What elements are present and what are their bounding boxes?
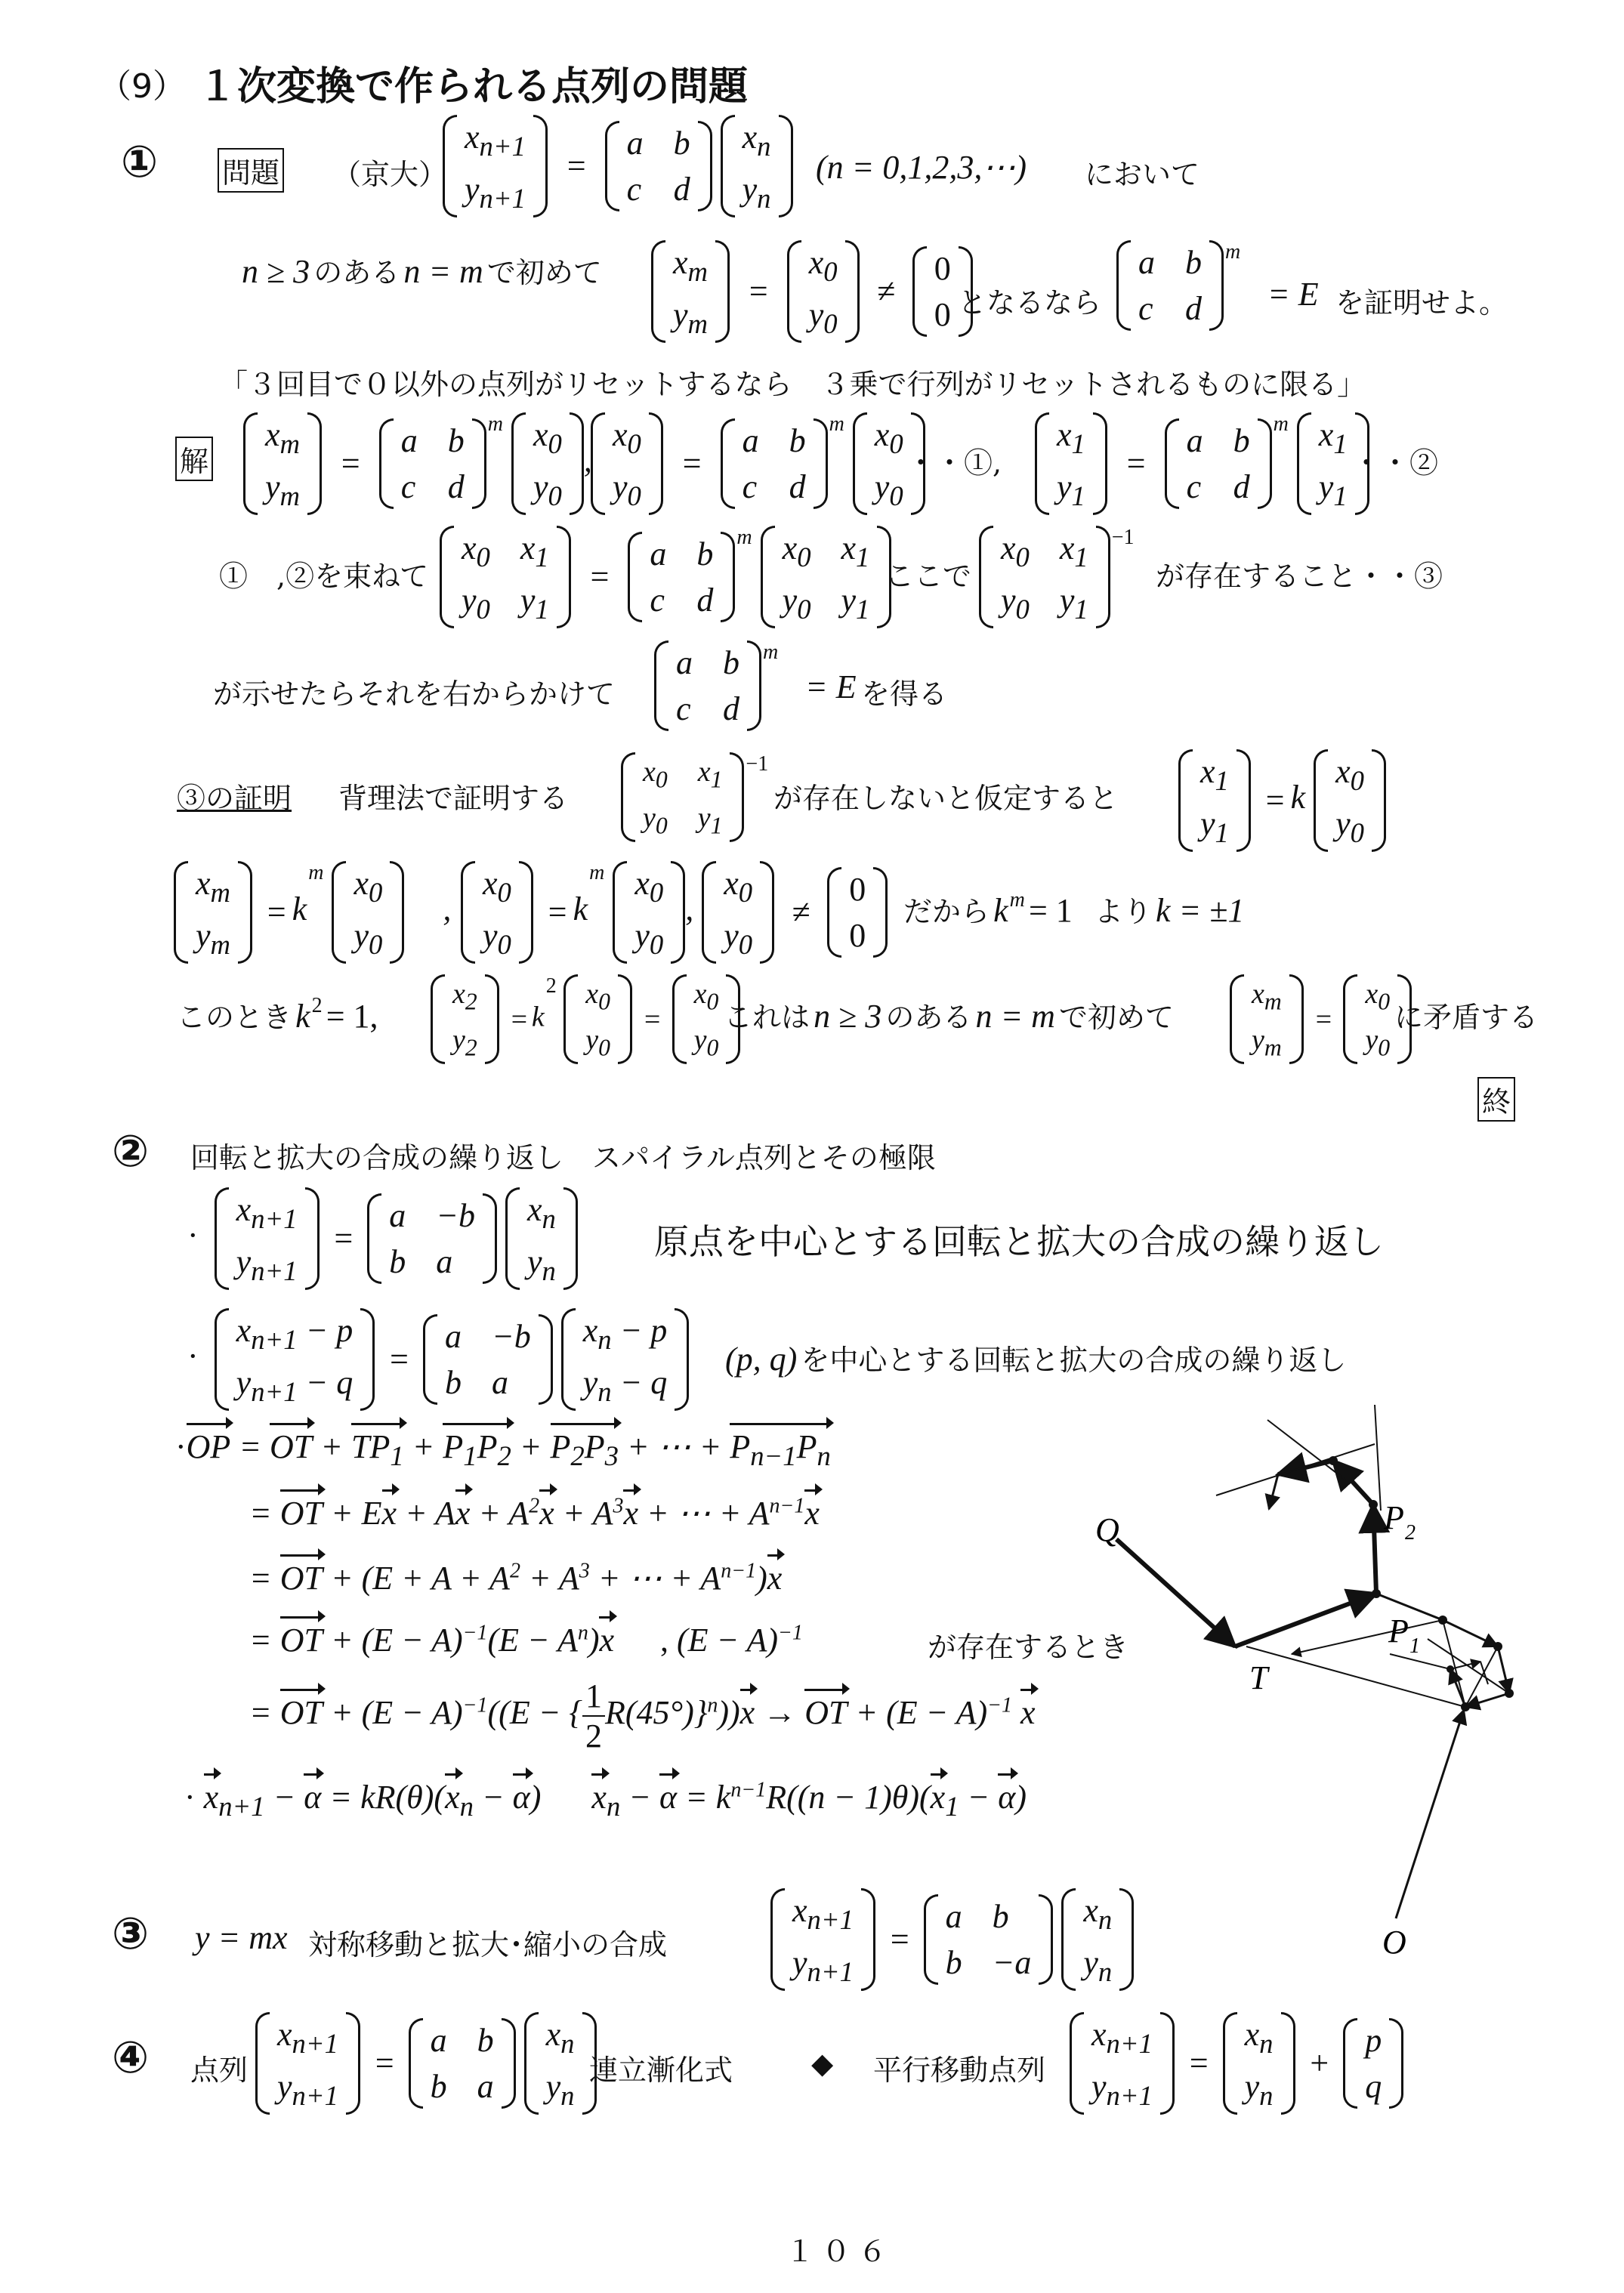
rotation-equation-1: · $x_{n+1}$ $y_{n+1}$ = a −b b a $x_n$ $y_n$ bbox=[187, 1187, 578, 1290]
label-Q: Q bbox=[1095, 1511, 1119, 1548]
spiral-seg-8 bbox=[1246, 1646, 1465, 1707]
yori-text: より bbox=[1094, 895, 1152, 928]
page-title: １次変換で作られる点列の問題 bbox=[198, 64, 749, 110]
label-P1: P bbox=[1388, 1613, 1409, 1650]
text-hajimete: で初めて bbox=[486, 256, 602, 289]
section-2-heading: 回転と拡大の合成の繰り返し スパイラル点列とその極限 bbox=[190, 1141, 936, 1174]
label-T: T bbox=[1249, 1659, 1268, 1696]
end-mark: 終 bbox=[1477, 1077, 1515, 1122]
page-number: １０６ bbox=[786, 2235, 895, 2268]
circled-2-ref: ・・② bbox=[1352, 446, 1439, 480]
mujun-text: に矛盾する bbox=[1394, 1001, 1539, 1034]
first-return-equation: $x_m$ $y_m$ = $x_0$ $y_0$ ≠ 0 0 bbox=[651, 240, 973, 343]
point-sequence-label: 点列 bbox=[190, 2054, 249, 2087]
index-condition: (n = 0,1,2,3,⋯) bbox=[816, 149, 1027, 186]
parallel-equation: $x_1$ $y_1$ = k $x_0$ $y_0$ bbox=[1178, 749, 1386, 852]
spiral-seg-1 bbox=[1376, 1594, 1443, 1620]
hajimete-text-2: で初めて bbox=[1059, 1001, 1175, 1034]
matrix-power-m: a b c d $^m$ bbox=[1116, 240, 1240, 331]
k2-line: このとき k2 = 1, bbox=[177, 994, 378, 1035]
exists-text: が存在すること・・③ bbox=[1156, 560, 1443, 593]
point-P4 bbox=[1438, 1616, 1447, 1625]
eru-text: を得る bbox=[861, 677, 948, 711]
rotation-equation-2: · $x_{n+1} - p$ $y_{n+1} - q$ = a −b b a $x_n - p$ $y_n - q$ bbox=[187, 1308, 689, 1411]
bundle-text: ① ,②を束ねて bbox=[219, 560, 429, 593]
point-P7 bbox=[1461, 1702, 1470, 1711]
arrow-P1P2 bbox=[1373, 1504, 1376, 1594]
circled-1-ref: ・・①, bbox=[906, 446, 1002, 480]
proof-method: 背理法で証明する bbox=[338, 782, 569, 815]
proof-label: ③の証明 bbox=[177, 782, 292, 815]
equals-one: = 1 bbox=[1028, 892, 1073, 929]
section-label: （9） bbox=[98, 67, 186, 106]
assume-text: が存在しないと仮定すると bbox=[773, 782, 1119, 815]
vector-line-5: = OT + $(E - A)^{-1}((E$ − { $\frac{1}{2}$ R(45°)}$^n$))x → OT + $(E - A)^{-1}$ x bbox=[249, 1677, 1036, 1754]
quote-text: 「３回目で０以外の点列がリセットするなら ３乗で行列がリセットされるものに限る」 bbox=[219, 368, 1366, 401]
n-eq-m: n = m bbox=[403, 253, 483, 290]
section-number-4: ④ bbox=[112, 2032, 150, 2083]
spiral-seg-12 bbox=[1390, 1654, 1450, 1669]
solution-equation-2: $x_0$ $y_0$ = a b c d $^m$ $x_0$ $y_0$ bbox=[591, 412, 925, 515]
arrow-O-limit bbox=[1396, 1710, 1464, 1918]
spiral-seg-7 bbox=[1292, 1620, 1443, 1654]
exists-when-text: が存在するとき bbox=[928, 1631, 1129, 1664]
section-3-text: 対称移動と拡大･縮小の合成 bbox=[308, 1928, 668, 1961]
vector-line-4: = OT + $(E - A)^{-1}(E - A^n)x$ , $(E - A)^{-1}$ bbox=[249, 1621, 803, 1659]
spiral-seg-13 bbox=[1480, 1662, 1488, 1684]
simultaneous-equation: $x_{n+1}$ $y_{n+1}$ = a b b a $x_n$ $y_n$ bbox=[255, 2012, 597, 2115]
arrow-P2P3 bbox=[1333, 1461, 1373, 1504]
vector-line-6: · $x_{n+1} - \alpha = kR(\theta)(x_n - \alpha) x_n - \alpha = k^{n-1}R((n - 1)\theta)(x_1 - \alpha)$ bbox=[184, 1778, 1027, 1822]
k-conclusion: だから km = 1 より k = ±1 bbox=[903, 888, 1245, 929]
multiply-text: が示せたらそれを右からかけて bbox=[213, 677, 616, 711]
point-P3 bbox=[1329, 1456, 1338, 1465]
text-noaru: のある bbox=[313, 256, 400, 289]
label-O: O bbox=[1382, 1924, 1406, 1961]
niokite-text: において bbox=[1085, 158, 1200, 191]
diamond-bullet: ◆ bbox=[811, 2047, 834, 2080]
kokode-text: ここで bbox=[885, 560, 972, 593]
inverse-matrix: $x_0$ $x_1$ $y_0$ $y_1$ $^{-1}$ bbox=[979, 526, 1135, 628]
rotation-center-text: を中心とする回転と拡大の合成の繰り返し bbox=[801, 1344, 1347, 1377]
guide-line-2 bbox=[1267, 1420, 1346, 1480]
inverse-matrix-2: $x_0$ $x_1$ $y_0$ $y_1$ $^{-1}$ bbox=[621, 752, 768, 842]
spiral-seg-9 bbox=[1443, 1620, 1465, 1707]
matrix-power-m-2: a b c d $^m$ bbox=[654, 640, 778, 731]
rotation-center-line bbox=[725, 1337, 1346, 1378]
point-P8 bbox=[1446, 1665, 1454, 1673]
n-eq-m-2: n = m bbox=[975, 998, 1055, 1035]
line-y-mx: y = mx bbox=[195, 1919, 288, 1956]
first-return-equation-2: $x_m$ $y_m$ = $x_0$ $y_0$ bbox=[1230, 974, 1412, 1064]
translation-equation: $x_{n+1}$ $y_{n+1}$ = $x_n$ $y_n$ + p q bbox=[1070, 2012, 1403, 2115]
equals-E: = E bbox=[1267, 276, 1319, 313]
section-number-2: ② bbox=[112, 1125, 150, 1177]
km-equation-2: $x_0$ $y_0$ = $k^m$ $x_0$ $y_0$ , $x_0$ $y_0$ ≠ 0 0 bbox=[461, 861, 888, 964]
simultaneous-text: 連立漸化式 bbox=[589, 2054, 733, 2087]
solution-tag: 解 bbox=[175, 437, 213, 481]
point-P2 bbox=[1369, 1500, 1378, 1509]
bundled-equation: $x_0$ $x_1$ $y_0$ $y_1$ = a b c d $^m$ $x_0$ $x_1$ $y_0$ $y_1$ bbox=[440, 526, 891, 628]
konotoki-text: このとき bbox=[177, 1001, 292, 1034]
vector-line-3: = OT + ($E + A + A^2 + A^3$ + ⋯ + $A^{n-1})x$ bbox=[249, 1559, 783, 1597]
text-to-naru-nara: となるなら bbox=[958, 286, 1102, 319]
spiral-figure bbox=[1073, 1390, 1541, 1961]
solution-equation-1: $x_m$ $y_m$ = a b c d $^m$ $x_0$ $y_0$ , bbox=[243, 412, 592, 515]
noaru-text-2: のある bbox=[885, 1001, 972, 1034]
point-P1 bbox=[1372, 1589, 1381, 1598]
spiral-seg-5 bbox=[1450, 1669, 1465, 1707]
point-P5 bbox=[1493, 1642, 1502, 1651]
center-pq: (p, q) bbox=[725, 1341, 798, 1378]
arrow-QT bbox=[1116, 1539, 1235, 1646]
source-label: （京大） bbox=[332, 158, 448, 191]
arrow-TP1 bbox=[1235, 1594, 1376, 1646]
section-number-1: ① bbox=[121, 136, 159, 187]
solution-equation-3: $x_1$ $y_1$ = a b c d $^m$ $x_1$ $y_1$ bbox=[1035, 412, 1369, 515]
k-symbol-2: k bbox=[295, 998, 310, 1035]
point-P6 bbox=[1505, 1689, 1514, 1698]
k2-equation: $x_2$ $y_2$ = $k^2$ $x_0$ $y_0$ = $x_0$ $y_0$ bbox=[431, 974, 740, 1064]
contradiction-line bbox=[724, 994, 1174, 1035]
dakara-text: だから bbox=[903, 895, 990, 928]
recurrence-equation: $x_{n+1}$ $y_{n+1}$ = a b c d $x_n$ $y_n$ bbox=[443, 115, 793, 218]
n-ge-3-2: n ≥ 3 bbox=[814, 998, 882, 1035]
rotation-origin-text: 原点を中心とする回転と拡大の合成の繰り返し bbox=[654, 1221, 1384, 1262]
label-P2: P bbox=[1384, 1499, 1404, 1536]
guide-line-3 bbox=[1375, 1405, 1381, 1511]
vector-line-1: ·OP = OT + $TP_1 + P_1P_2 + P_2P_3$ + ⋯ + $P_{n-1}P_n$ bbox=[175, 1428, 831, 1471]
arrow-P4P5 bbox=[1269, 1474, 1278, 1509]
guide-line-1 bbox=[1216, 1444, 1375, 1495]
koreha-text: これは bbox=[724, 1001, 810, 1034]
spiral-seg-2 bbox=[1443, 1620, 1498, 1646]
vector-line-2: = OT + $Ex + Ax + A^2x + A^3x$ + ⋯ + $A^{n-1}x$ bbox=[249, 1494, 820, 1532]
k-symbol: k bbox=[993, 892, 1008, 929]
section-number-3: ③ bbox=[112, 1908, 150, 1959]
equals-E-2: = E bbox=[805, 668, 857, 705]
label-P1-sub: 1 bbox=[1409, 1634, 1420, 1658]
km-equation-1: $x_m$ $y_m$ = $k^m$ $x_0$ $y_0$ , bbox=[174, 861, 451, 964]
reflection-equation: $x_{n+1}$ $y_{n+1}$ = a b b −a $x_n$ $y_n$ bbox=[770, 1888, 1134, 1991]
k-pm-one: k = ±1 bbox=[1156, 892, 1245, 929]
statement-line bbox=[242, 249, 602, 291]
translation-text: 平行移動点列 bbox=[873, 2054, 1046, 2087]
problem-tag: 問題 bbox=[218, 148, 284, 193]
label-P2-sub: 2 bbox=[1405, 1521, 1416, 1545]
k2-equals-one: = 1, bbox=[326, 998, 378, 1035]
prove-text: を証明せよ。 bbox=[1335, 286, 1508, 319]
n-ge-3: n ≥ 3 bbox=[242, 253, 310, 290]
